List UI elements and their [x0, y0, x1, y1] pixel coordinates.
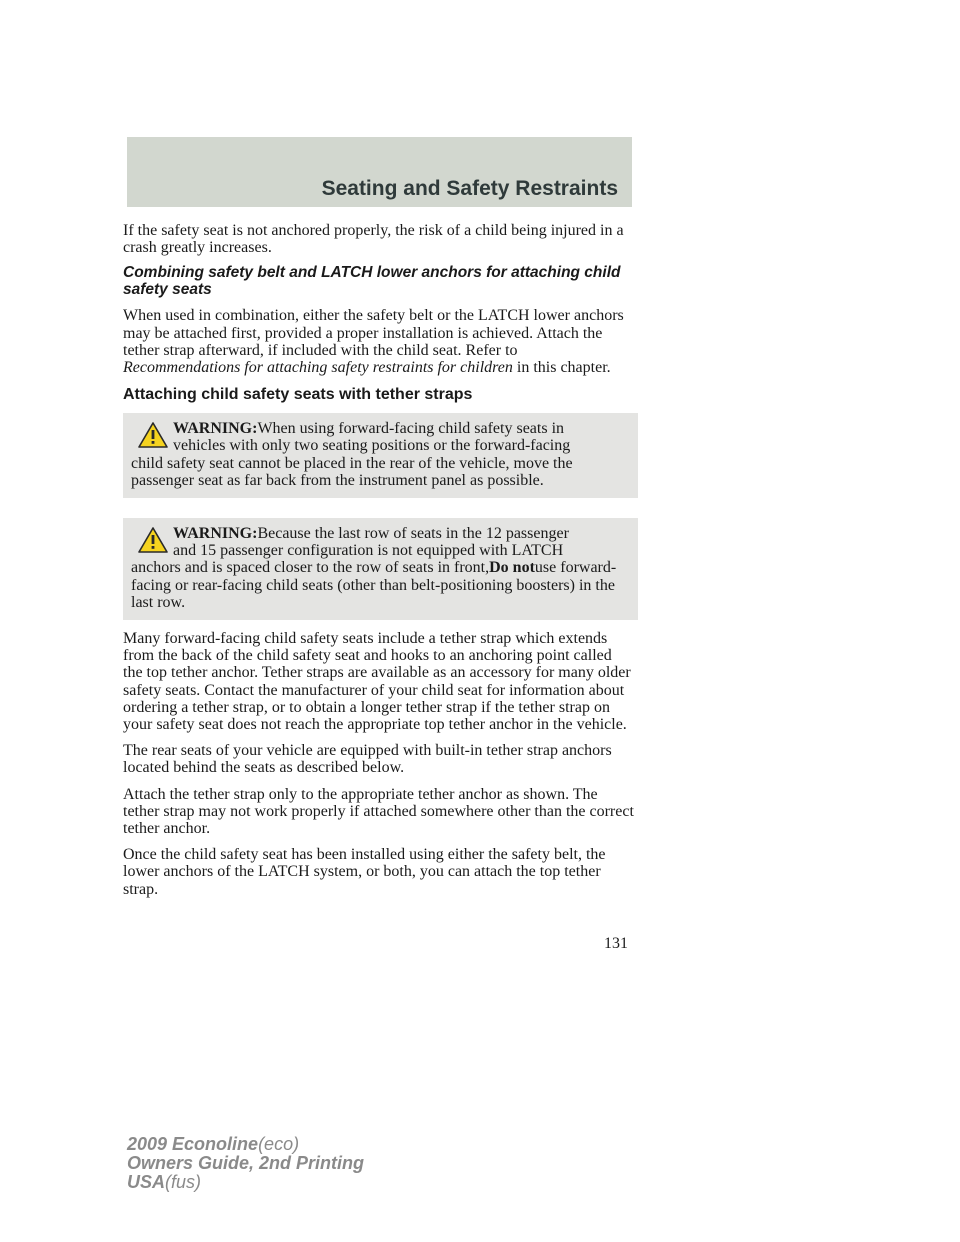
footer-line-3 — [127, 1173, 364, 1192]
combining-paragraph — [123, 307, 635, 376]
footer-model: 2009 Econoline — [127, 1134, 259, 1154]
footer-market: USA — [127, 1172, 166, 1192]
footer-model-code: (eco) — [258, 1134, 300, 1154]
warning-triangle-icon — [137, 526, 169, 554]
tether-paragraph-2: The rear seats of your vehicle are equipped with built-in tether strap anchors located behind the seats as described below. — [123, 742, 612, 777]
warning-1-line2: vehicles with only two seating positions or the forward-facing — [173, 437, 571, 455]
tether-paragraph-1: Many forward-facing child safety seats include a tether strap which extends from the back of the child safety seat and hooks to an anchoring point called the top tether anchor. Tether straps are available as an accessory for many older safety seats. Contact the manufacturer of your child seat for information about ordering a tether strap, or to obtain a longer tether strap if the tether strap on your safety seat does not reach the appropriate top tether anchor in the vehicle. — [123, 630, 631, 734]
warning-2-do-not: Do not — [489, 559, 535, 577]
combining-text-b: in this chapter. — [516, 359, 611, 377]
tether-paragraph-4: Once the child safety seat has been installed using either the safety belt, the lower anchors of the LATCH system, or both, you can attach the top tether strap. — [123, 846, 606, 898]
warning-2-line2: and 15 passenger configuration is not equipped with LATCH — [173, 542, 564, 560]
footer-line-1 — [127, 1135, 364, 1154]
page-number: 131 — [604, 935, 628, 952]
warning-1-line1 — [131, 420, 628, 437]
warning-2-text — [131, 525, 628, 611]
warning-2-rest-a: anchors and is spaced closer to the row of seats in front, — [131, 559, 490, 577]
warning-2-label: WARNING: — [173, 525, 258, 543]
combining-reference: Recommendations for attaching safety restraints for children — [123, 359, 513, 377]
tether-heading: Attaching child safety seats with tether straps — [123, 386, 473, 404]
intro-paragraph: If the safety seat is not anchored properly, the risk of a child being injured in a crash greatly increases. — [123, 222, 624, 257]
warning-2-line1-text: Because the last row of seats in the 12 passenger — [257, 525, 569, 543]
warning-1-label: WARNING: — [173, 420, 258, 438]
section-header-band — [127, 137, 632, 207]
section-title: Seating and Safety Restraints — [321, 177, 618, 200]
warning-2-rest-b: use forward-facing or rear-facing child seats (other than belt-positioning boosters) in the last row. — [131, 559, 617, 611]
warning-triangle-icon — [137, 421, 169, 449]
page-content — [123, 222, 635, 907]
warning-1-text — [131, 420, 628, 489]
combining-subheading: Combining safety belt and LATCH lower anchors for attaching child safety seats — [123, 264, 621, 298]
footer-line-2: Owners Guide, 2nd Printing — [127, 1153, 365, 1173]
combining-text-a: When used in combination, either the safety belt or the LATCH lower anchors may be attached first, provided a proper installation is achieved. Attach the tether strap afterward, if included with the child seat. Refer to — [123, 307, 624, 359]
warning-box-2 — [123, 518, 638, 620]
warning-box-1 — [123, 413, 638, 498]
document-footer — [127, 1135, 364, 1192]
warning-1-rest: child safety seat cannot be placed in the rear of the vehicle, move the passenger seat as far back from the instrument panel as possible. — [131, 454, 573, 489]
warning-1-line1-text: When using forward-facing child safety seats in — [257, 420, 565, 438]
warning-2-line1 — [131, 525, 628, 542]
tether-paragraph-3: Attach the tether strap only to the appropriate tether anchor as shown. The tether strap may not work properly if attached somewhere other than the correct tether anchor. — [123, 785, 634, 838]
footer-market-code: (fus) — [165, 1172, 202, 1192]
